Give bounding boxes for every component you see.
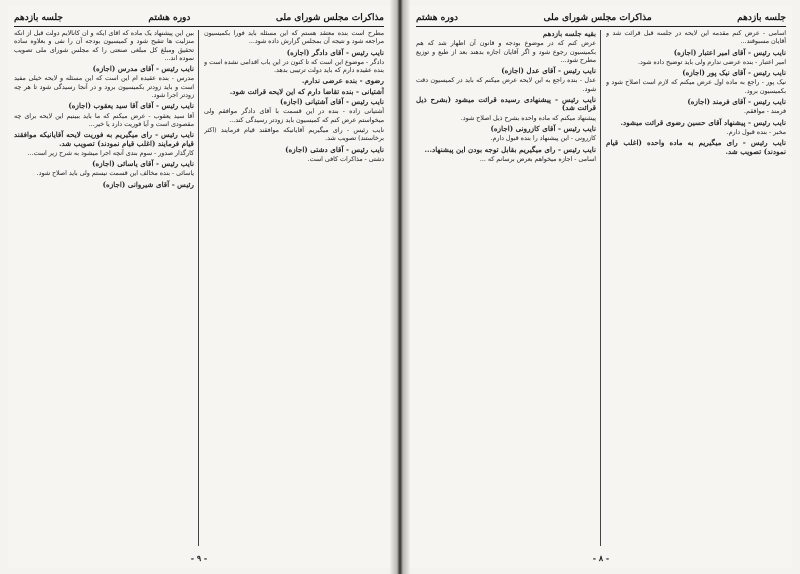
right-header-session: دوره هشتم [416, 13, 459, 23]
paragraph: نایب رئیس - آقای آقا سید یعقوب (اجازه) [68, 101, 194, 111]
paragraph: عرض کنم که در موضوع بودجه و قانون آن اظهار شد که هم بکمیسیون رجوع شود و اگر آقایان اجازه بدهند بعد از طبع و توزیع مطرح شود... [416, 40, 596, 64]
column-divider [600, 30, 601, 546]
paragraph: مطرح است بنده معتقد هستم که این مسئله باید فوراً بکمیسیون مراجعه شود و نتیجه آن بمجلس گزارش داده شود... [204, 30, 384, 46]
right-header-issue: جلسه بازدهم [737, 13, 786, 23]
right-page-column-right [416, 30, 596, 546]
paragraph: نایب رئیس - پیشنهاد آقای حسین رضوی قرائت میشود. [620, 117, 786, 127]
paragraph: نایب رئیس - آقای عدل (اجازه) [501, 66, 596, 76]
paragraph: رضوی - بنده عرضی ندارم. [301, 76, 384, 86]
right-header-title: مذاکرات مجلس شورای ملی [543, 13, 652, 23]
paragraph: اسامی - اجازه میخواهم بعرض برسانم که ... [479, 155, 596, 163]
book-gutter [390, 0, 410, 574]
paragraph: اسامی - عرض کنم مقدمه این لایحه در جلسه قبل قرائت شد و آقایان مسبوقند... [606, 30, 786, 46]
paragraph: دشتی - مذاکرات کافی است. [307, 155, 384, 163]
column-divider [198, 30, 199, 546]
paragraph: پیشنهاد میکنم که ماده واحده بشرح ذیل اصلاح شود. [460, 114, 596, 122]
paragraph: نیک پور - راجع به ماده اول عرض میکنم که لازم است اصلاح شود و بکمیسیون برود. [606, 79, 786, 95]
paragraph: آشتیانی زاده - بنده در این قسمت با آقای دادگر موافقم ولی میخواستم عرض کنم که کمیسیون باید زودتر رسیدگی کند... [204, 108, 384, 124]
right-page-header [416, 10, 786, 27]
paragraph: بقیه جلسه بازدهم [542, 30, 596, 38]
paragraph: نایب رئیس - رای میگیریم آقایانیکه موافقند قیام فرمایند (اکثر برخاستند) تصویب شد. [204, 126, 384, 143]
paragraph: نایب رئیس - آقای دشتی (اجازه) [285, 144, 384, 154]
paragraph: کارگذار صدور - سوم بندی آنچه اجرا میشود به شرح زیر است... [27, 149, 194, 157]
paragraph: نایب رئیس - پیشنهادی رسیده قرائت میشود (بشرح ذیل قرائت شد) [416, 95, 596, 113]
right-page-column-left [606, 30, 786, 546]
left-page-column-right [14, 30, 194, 546]
paragraph: عدل - بنده راجع به این لایحه عرض میکنم که باید در کمیسیون دقت شود. [416, 77, 596, 93]
paragraph: آقا سید یعقوب - عرض میکنم که ما باید ببینیم این لایحه برای چه مقصودی است و آیا فوریت دارد یا خیر... [14, 112, 194, 128]
left-header-title: مذاکرات مجلس شورای ملی [275, 13, 384, 23]
paragraph: نایب رئیس - آقای آشتیانی (اجازه) [279, 97, 384, 107]
paragraph: بین این پیشنهاد یک ماده که آقای ایکه و آن کانالایم دولت قبل از آنکه منزلیت ها تنقیح شود و کمیسیون بودجه آن را نفی و بعلاوه ساده تحقیق ومبلغ کل مبلغی صنعتی را که مجلس شورای ملی تصویب نموده اند... [14, 30, 194, 62]
paragraph: نایب رئیس - آقای امیر اعتبار (اجازه) [673, 47, 786, 57]
paragraph: رئیس - آقای شیروانی (اجازه) [102, 179, 194, 189]
paragraph: کازرونی - این پیشنهاد را بنده قبول دارم. [490, 135, 596, 143]
paragraph: نایب رئیس - آقای کازرونی (اجازه) [490, 123, 596, 133]
left-page-header [14, 10, 384, 27]
right-page-number: - ۸ - [592, 553, 610, 563]
paragraph: یاسائی - بنده مخالف این قسمت نیستم ولی باید اصلاح شود. [36, 170, 194, 178]
left-header-session: دوره هشتم [148, 13, 191, 23]
paragraph: نایب رئیس - آقای فرمند (اجازه) [687, 97, 786, 107]
paragraph: مدرس - بنده عقیده ام این است که این مسئله و لایحه خیلی مفید است و باید زودتر بکمیسیون برود و در آنجا رسیدگی شود تا هر چه زودتر اجرا شود. [14, 75, 194, 100]
paragraph: نایب رئیس - آقای دادگر (اجازه) [286, 47, 384, 57]
paragraph: نایب رئیس - آقای نیک پور (اجازه) [682, 68, 786, 78]
paragraph: فرمند - موافقم. [744, 108, 786, 116]
paragraph: نایب رئیس - آقای مدرس (اجازه) [92, 64, 194, 74]
left-header-issue: جلسه بازدهم [14, 13, 63, 23]
paragraph: نایب رئیس - رای میگیریم به فوریت لایحه آقایانیکه موافقند قیام فرمایند (اغلب قیام نمودند) تصویب شد. [14, 130, 194, 148]
left-page [8, 6, 390, 568]
paragraph: مخبر - بنده قبول دارم. [726, 128, 786, 136]
paragraph: امیر اعتبار - بنده عرضی ندارم ولی باید توضیح داده شود. [638, 58, 786, 66]
right-page [410, 6, 792, 568]
paragraph: دادگر - موضوع این است که تا کنون در این باب اقدامی نشده است و بنده عقیده دارم که باید دولت ترتیبی بدهد. [204, 58, 384, 75]
paragraph: آشتیانی - بنده تقاضا دارم که این لایحه قرائت شود. [229, 86, 384, 96]
left-page-column-left [204, 30, 384, 546]
paragraph: نایب رئیس - آقای یاسائی (اجازه) [92, 159, 194, 169]
left-page-number: - ۹ - [190, 553, 208, 563]
paragraph: نایب رئیس - رای میگیریم بقابل توجه بودن این پیشنهاد... [424, 144, 596, 154]
paragraph: نایب رئیس - رای میگیریم به ماده واحده (اغلب قیام نمودند) تصویب شد. [606, 138, 786, 156]
